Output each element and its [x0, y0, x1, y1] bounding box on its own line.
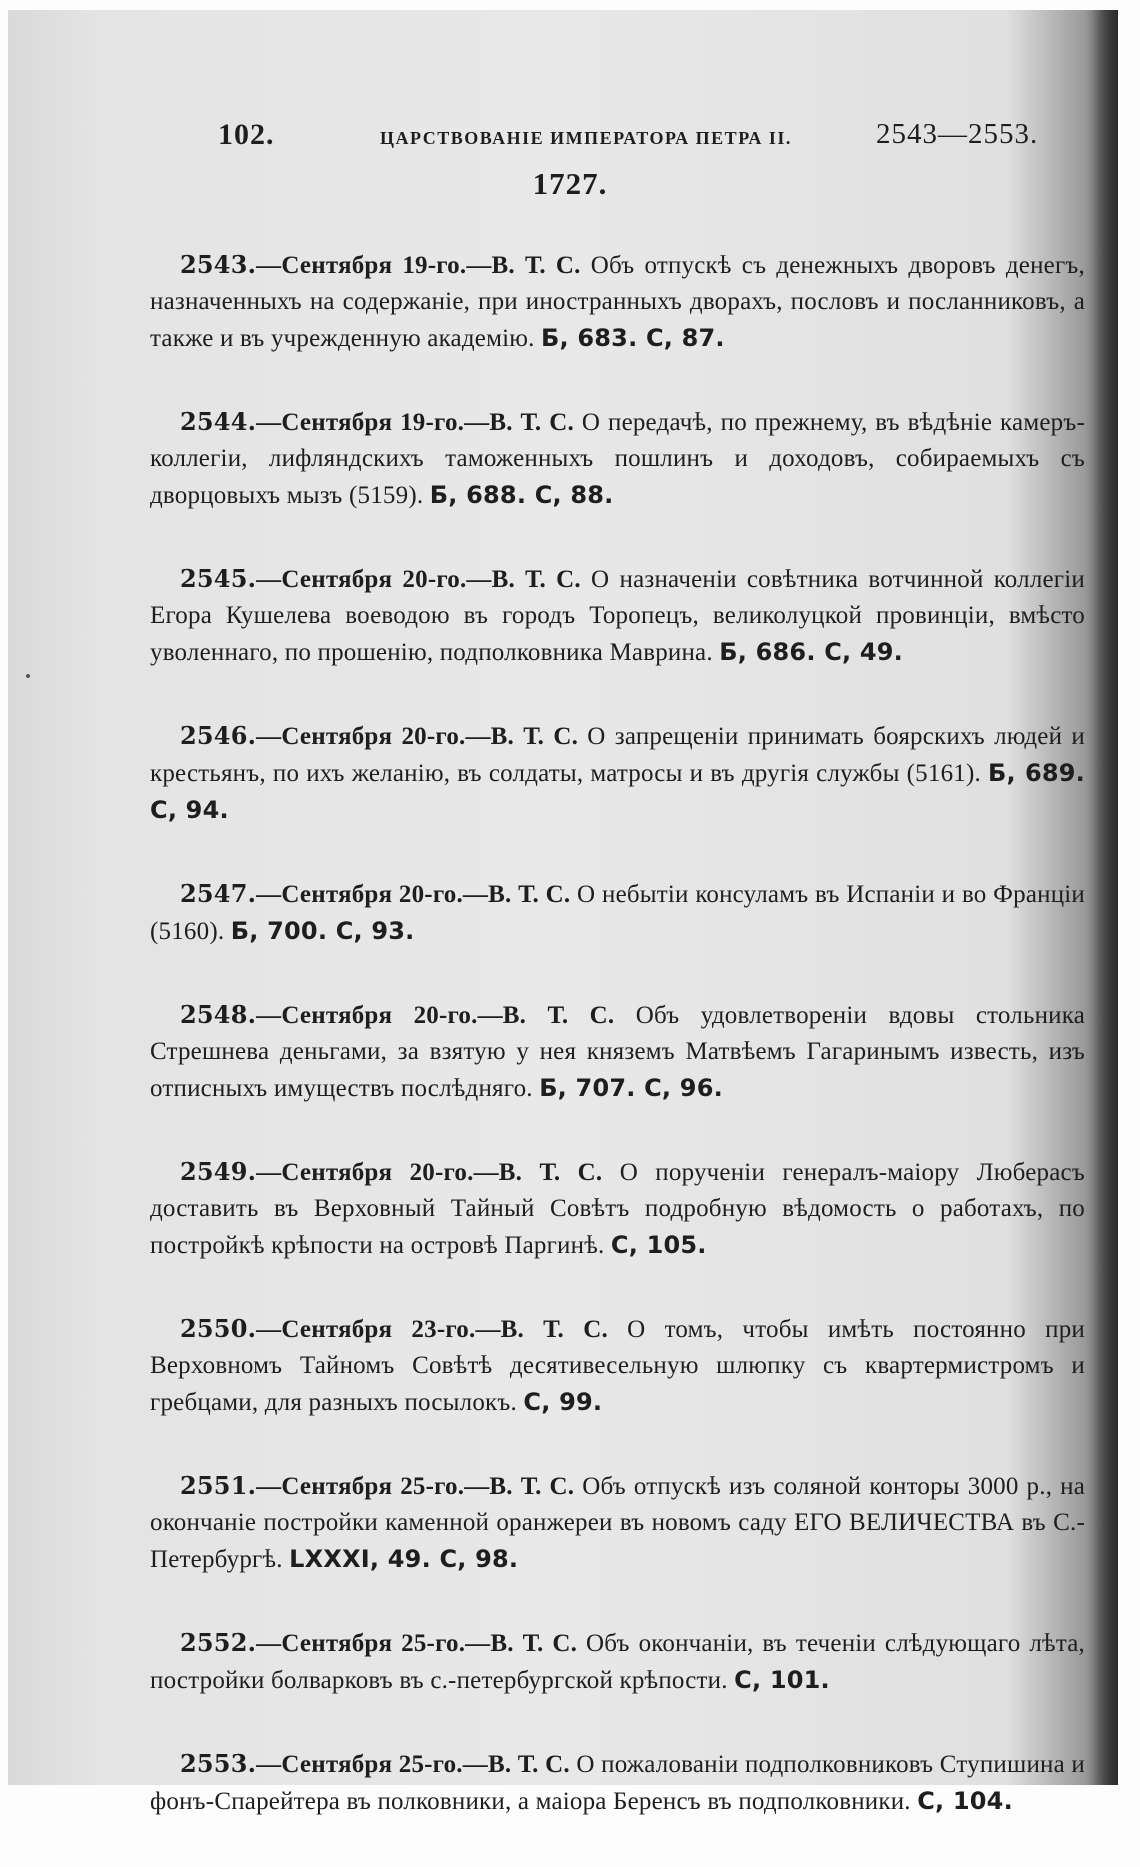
entry-references: LXXXI, 49. С, 98. — [289, 1545, 519, 1573]
entry-2553 — [150, 1746, 1085, 1820]
entry-2545 — [150, 561, 1085, 671]
entry-references: Б, 683. С, 87. — [541, 324, 725, 352]
entry-text: О порученіи генералъ-маіору Люберасъ доставить въ Верховный Тайный Совѣтъ подробную вѣдомость о работахъ, по постройкѣ крѣпости на островѣ Паргинѣ. — [150, 1159, 1085, 1259]
entry-2549 — [150, 1154, 1085, 1264]
entry-range: 2543—2553. — [876, 118, 1039, 150]
entry-date: —Сентября 23-го.—В. Т. С. — [256, 1316, 608, 1343]
entry-date: —Сентября 25-го.—В. Т. С. — [256, 1630, 578, 1657]
entry-date: —Сентября 25-го.—В. Т. С. — [256, 1751, 570, 1778]
entry-number: 2543. — [180, 250, 257, 279]
page-number: 102. — [218, 118, 275, 151]
entries-list — [150, 222, 1085, 1867]
entry-text: Объ удовлетвореніи вдовы стольника Стрешнева деньгами, за взятую у нея княземъ Матвѣемъ Гагаринымъ известь, изъ отписныхъ имуществъ послѣдняго. — [150, 1002, 1085, 1102]
entry-text: О назначеніи совѣтника вотчинной коллегіи Егора Кушелева воеводою въ городъ Торопецъ, великолуцкой провинціи, вмѣсто уволеннаго, по прошенію, подполковника Маврина. — [150, 566, 1085, 666]
entry-number: 2552. — [180, 1628, 257, 1657]
ink-speck — [26, 674, 30, 678]
entry-2544 — [150, 404, 1085, 514]
entry-2552 — [150, 1625, 1085, 1699]
running-title: ЦАРСТВОВАНІЕ ИМПЕРАТОРА ПЕТРА II. — [380, 128, 792, 148]
entry-references: Б, 689. С, 94. — [150, 759, 1085, 824]
entry-date: —Сентября 20-го.—В. Т. С. — [256, 723, 579, 750]
entry-number: 2545. — [180, 564, 257, 593]
entry-text: О небытіи консуламъ въ Испаніи и во Франціи (5160). — [150, 881, 1085, 945]
entry-date: —Сентября 19-го.—В. Т. С. — [256, 409, 574, 436]
entry-number: 2546. — [180, 721, 257, 750]
entry-date: —Сентября 19-го.—В. Т. С. — [256, 252, 581, 279]
entry-references: С, 99. — [523, 1388, 603, 1416]
entry-references: Б, 686. С, 49. — [719, 638, 904, 666]
entry-number: 2544. — [180, 407, 257, 436]
entry-text: Объ отпускѣ съ денежныхъ дворовъ денегъ, назначенныхъ на содержаніе, при иностранныхъ дворахъ, пословъ и посланниковъ, а также и въ учрежденную академію. — [150, 252, 1085, 352]
entry-number: 2547. — [180, 879, 257, 908]
entry-text: Объ отпускѣ изъ соляной конторы 3000 р., на окончаніе постройки каменной оранжереи въ новомъ саду ЕГО ВЕЛИЧЕСТВА въ С.-Петербургѣ. — [150, 1473, 1085, 1573]
entry-number: 2551. — [180, 1471, 257, 1500]
entry-2543 — [150, 247, 1085, 357]
page-gutter-shadow — [1092, 10, 1118, 1785]
entry-2547 — [150, 876, 1085, 950]
entry-number: 2548. — [180, 1000, 257, 1029]
entry-number: 2553. — [180, 1749, 257, 1778]
entry-date: —Сентября 20-го.—В. Т. С. — [256, 566, 581, 593]
entry-2546 — [150, 718, 1085, 829]
entry-date: —Сентября 25-го.—В. Т. С. — [256, 1473, 575, 1500]
entry-2548 — [150, 997, 1085, 1107]
entry-references: С, 101. — [734, 1666, 830, 1694]
entry-date: —Сентября 20-го.—В. Т. С. — [256, 1159, 603, 1186]
entry-date: —Сентября 20-го.—В. Т. С. — [256, 881, 571, 908]
entry-references: Б, 688. С, 88. — [429, 481, 614, 509]
entry-2551 — [150, 1468, 1085, 1578]
entry-date: —Сентября 20-го.—В. Т. С. — [256, 1002, 615, 1029]
entry-text: О томъ, чтобы имѣть постоянно при Верховномъ Тайномъ Совѣтѣ десятивесельную шлюпку съ квартермистромъ и гребцами, для разныхъ посылокъ. — [150, 1316, 1085, 1416]
entry-number: 2549. — [180, 1157, 257, 1186]
entry-number: 2550. — [180, 1314, 257, 1343]
entry-2550 — [150, 1311, 1085, 1421]
entry-text: О передачѣ, по прежнему, въ вѣдѣніе камеръ-коллегіи, лифляндскихъ таможенныхъ пошлинъ и доходовъ, собираемыхъ съ дворцовыхъ мызъ (5159). — [150, 409, 1085, 509]
entry-text: О запрещеніи принимать боярскихъ людей и крестьянъ, по ихъ желанію, въ солдаты, матросы и въ другія службы (5161). — [150, 723, 1085, 787]
entry-text: О пожалованіи подполковниковъ Ступишина и фонъ-Спарейтера въ полковники, а маіора Беренсъ въ подполковники. — [150, 1751, 1085, 1815]
entry-references: Б, 700. С, 93. — [230, 917, 415, 945]
year-heading: 1727. — [532, 166, 608, 201]
entry-references: С, 105. — [610, 1231, 707, 1259]
page-header — [8, 118, 1118, 158]
entry-references: Б, 707. С, 96. — [539, 1074, 723, 1102]
entry-text: Объ окончаніи, въ теченіи слѣдующаго лѣта, постройки болварковъ въ с.-петербургской крѣпости. — [150, 1630, 1085, 1694]
entry-references: С, 104. — [917, 1787, 1013, 1815]
